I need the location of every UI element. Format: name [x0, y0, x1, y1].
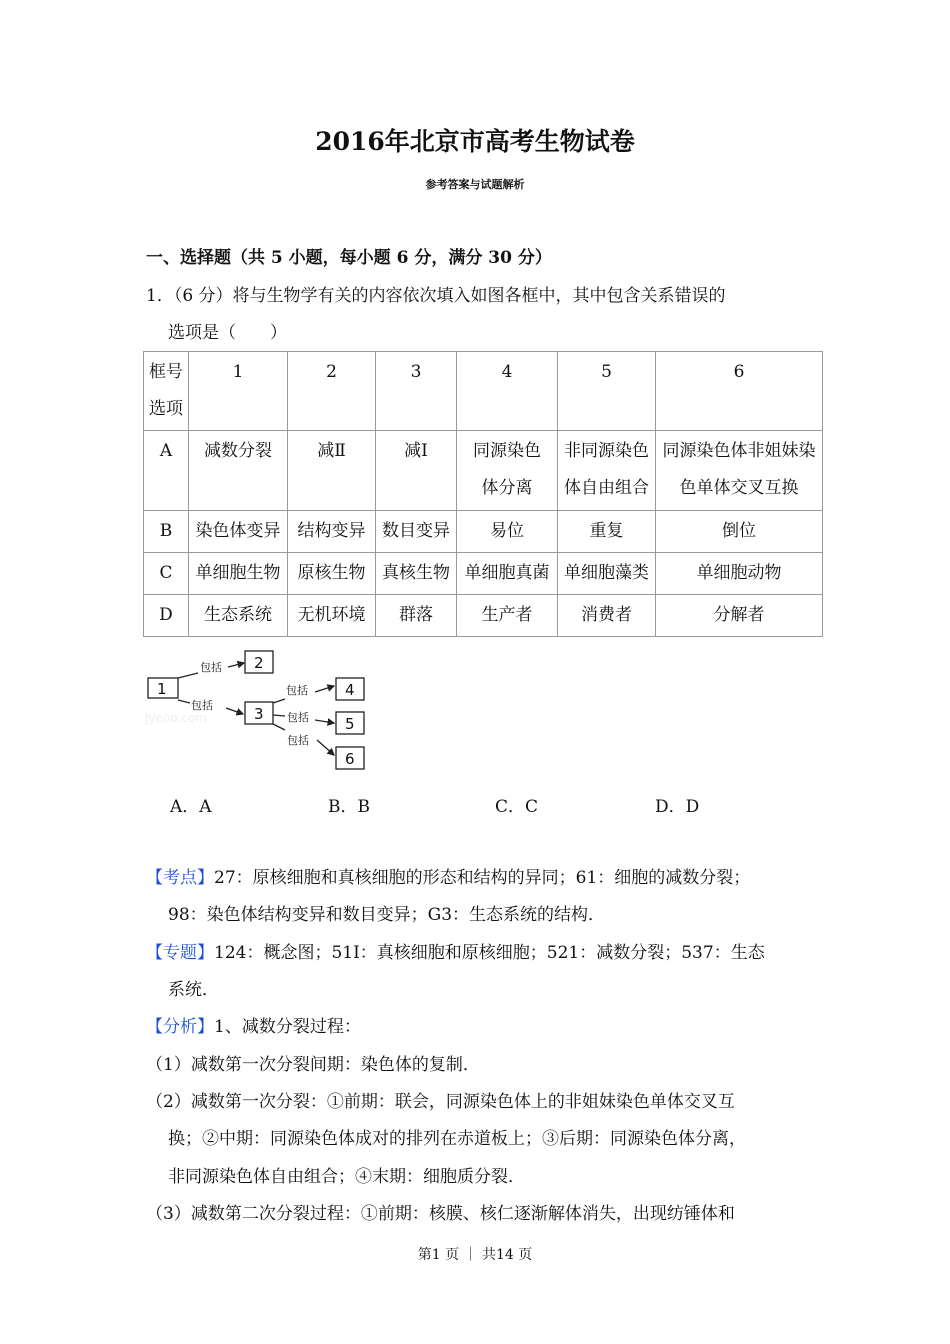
header-cell: 5 [558, 352, 656, 431]
header-cell: 3 [376, 352, 457, 431]
cell: B [144, 511, 189, 553]
cell: 分解者 [656, 595, 823, 637]
zhuanti-text: 124：概念图；51I：真核细胞和原核细胞；521：减数分裂；537：生态 [214, 943, 765, 963]
watermark: Jyeoo.com [145, 711, 207, 725]
kaodian-line [146, 866, 750, 890]
cell: 原核生物 [288, 553, 376, 595]
cell: 非同源染色体自由组合 [558, 431, 656, 511]
header-cell: 4 [457, 352, 558, 431]
box-label: 1 [157, 680, 167, 698]
fenxi-tag: 【分析】 [146, 1017, 214, 1037]
cell: 减数分裂 [189, 431, 288, 511]
edge-label: 包括 [191, 699, 213, 712]
box-label: 5 [345, 715, 355, 733]
kaodian-text: 27：原核细胞和真核细胞的形态和结构的异同；61：细胞的减数分裂； [214, 868, 751, 888]
header-cell: 2 [288, 352, 376, 431]
fenxi-text: 1、减数分裂过程： [214, 1017, 361, 1037]
question-text: 选项是（ ） [168, 323, 287, 343]
fenxi-text: （2）减数第一次分裂：①前期：联会，同源染色体上的非姐妹染色单体交叉互 [146, 1092, 735, 1112]
cell: C [144, 553, 189, 595]
cell: 单细胞藻类 [558, 553, 656, 595]
header-cell: 6 [656, 352, 823, 431]
cell: 易位 [457, 511, 558, 553]
cell: 数目变异 [376, 511, 457, 553]
option-c[interactable]: C．C [495, 797, 539, 817]
fenxi-text: （3）减数第二次分裂过程：①前期：核膜、核仁逐渐解体消失，出现纺锤体和 [146, 1204, 735, 1224]
header-cell: 1 [189, 352, 288, 431]
cell: 单细胞生物 [189, 553, 288, 595]
table-row [144, 595, 823, 637]
cell: 结构变异 [288, 511, 376, 553]
fenxi-text: 换；②中期：同源染色体成对的排列在赤道板上；③后期：同源染色体分离， [168, 1129, 746, 1149]
edge-label: 包括 [287, 734, 309, 747]
box-label: 2 [254, 654, 264, 672]
cell: 重复 [558, 511, 656, 553]
box-label: 4 [345, 681, 355, 699]
edge-label: 包括 [200, 661, 222, 674]
table-row [144, 511, 823, 553]
cell: 生产者 [457, 595, 558, 637]
box-label: 3 [254, 705, 264, 723]
cell: 生态系统 [189, 595, 288, 637]
concept-diagram [140, 640, 380, 780]
cell: 减Ⅰ [376, 431, 457, 511]
page-title: 2016年北京市高考生物试卷 [315, 127, 635, 156]
cell: 倒位 [656, 511, 823, 553]
cell: 无机环境 [288, 595, 376, 637]
cell: D [144, 595, 189, 637]
table-row [144, 431, 823, 511]
cell: 同源染色体分离 [457, 431, 558, 511]
zhuanti-tag: 【专题】 [146, 943, 214, 963]
option-a[interactable]: A．A [170, 797, 212, 817]
header-cell: 框号选项 [144, 352, 189, 431]
cell: 染色体变异 [189, 511, 288, 553]
question-text: 1．（6 分）将与生物学有关的内容依次填入如图各框中，其中包含关系错误的 [146, 286, 726, 306]
page-footer: 第1 页 ｜ 共14 页 [417, 1247, 533, 1263]
kaodian-tag: 【考点】 [146, 868, 214, 888]
cell: A [144, 431, 189, 511]
answer-table [143, 351, 823, 637]
cell: 同源染色体非姐妹染色单体交叉互换 [656, 431, 823, 511]
box-label: 6 [345, 750, 355, 768]
section-heading: 一、选择题（共 5 小题，每小题 6 分，满分 30 分） [146, 248, 552, 268]
option-b[interactable]: B．B [328, 797, 370, 817]
table-row [144, 553, 823, 595]
cell: 单细胞动物 [656, 553, 823, 595]
fenxi-text: （1）减数第一次分裂间期：染色体的复制． [146, 1055, 480, 1075]
page-subtitle: 参考答案与试题解析 [425, 178, 525, 191]
edge-label: 包括 [287, 711, 309, 724]
zhuanti-text: 系统． [168, 980, 219, 1000]
cell: 单细胞真菌 [457, 553, 558, 595]
fenxi-line [146, 1015, 361, 1039]
cell: 消费者 [558, 595, 656, 637]
cell: 真核生物 [376, 553, 457, 595]
table-header-row [144, 352, 823, 431]
fenxi-text: 非同源染色体自由组合；④末期：细胞质分裂． [168, 1167, 525, 1187]
zhuanti-line [146, 941, 765, 965]
cell: 群落 [376, 595, 457, 637]
kaodian-text: 98：染色体结构变异和数目变异；G3：生态系统的结构． [168, 905, 606, 925]
cell: 减Ⅱ [288, 431, 376, 511]
option-d[interactable]: D．D [655, 797, 700, 817]
edge-label: 包括 [286, 684, 308, 697]
